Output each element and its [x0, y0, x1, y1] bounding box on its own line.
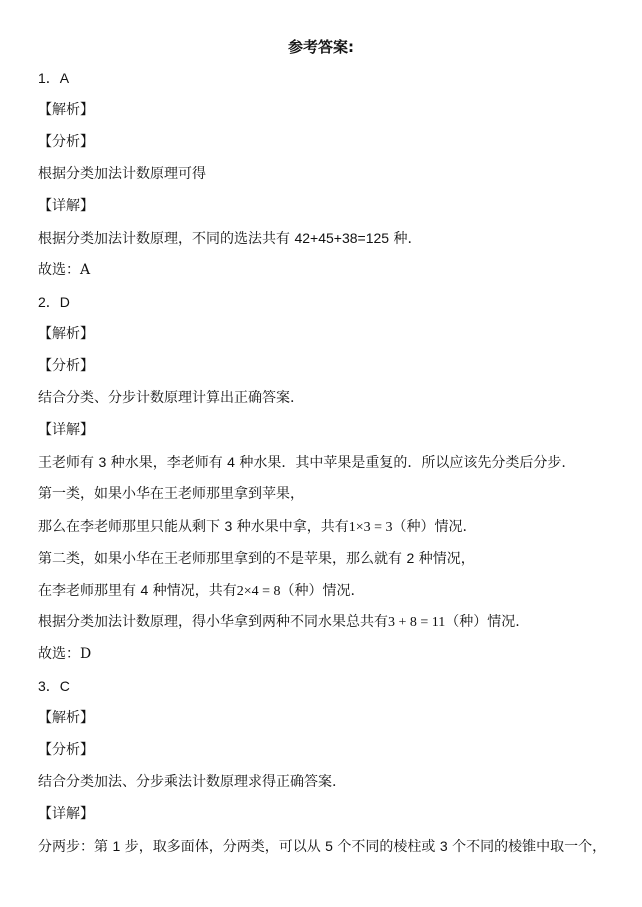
q3-l1-number-3: 3 [439, 838, 448, 854]
q2-l1-number-1: 3 [98, 454, 107, 470]
q2-l5-text-c: （种）情况. [280, 583, 355, 599]
q2-l3-number: 3 [224, 518, 233, 534]
q3-fenxi-heading: 【分析】 [38, 742, 94, 758]
q1-detail-post: 种. [389, 231, 412, 247]
q2-l6-text-b: （种）情况. [445, 614, 520, 630]
q2-l4-number: 2 [406, 550, 415, 566]
q1-detail-pre: 根据分类加法计数原理，不同的选法共有 [38, 231, 295, 247]
q2-number: 2．D [38, 294, 70, 310]
q3-number: 3．C [38, 678, 70, 694]
q2-l5-text-b: 种情况，共有 [148, 583, 237, 599]
q3-l1-number-2: 5 [325, 838, 333, 854]
q2-detail-line-1 [38, 453, 566, 472]
q2-answer: 故选：D [38, 646, 92, 662]
q2-l1-text-a: 王老师有 [38, 455, 99, 471]
q3-l1-number-1: 1 [112, 838, 121, 854]
q2-l1-text-c: 种水果．其中苹果是重复的．所以应该先分类后分步. [234, 455, 566, 471]
q2-l1-number-2: 4 [227, 454, 235, 470]
page-title: 参考答案: [288, 38, 354, 56]
q1-jiexi-heading: 【解析】 [38, 102, 94, 118]
q2-l3-text-c: （种）情况. [392, 519, 467, 535]
q2-l3-text-b: 种水果中拿，共有 [232, 519, 349, 535]
q2-l4-text-a: 第二类，如果小华在王老师那里拿到的不是苹果，那么就有 [38, 551, 407, 567]
q2-l5-expression: 2×4 = 8 [236, 584, 281, 599]
q1-number: 1．A [38, 70, 70, 86]
q2-detail-line-3 [38, 517, 467, 537]
q2-fenxi-heading: 【分析】 [38, 358, 94, 374]
q2-l4-text-b: 种情况， [414, 551, 475, 567]
q2-l5-number: 4 [140, 582, 149, 598]
q1-answer: 故选：A [38, 262, 91, 278]
q2-l3-expression: 1×3 = 3 [348, 520, 393, 535]
q3-xiangjie-heading: 【详解】 [38, 806, 94, 822]
q2-l6-expression: 3 + 8 = 11 [388, 615, 446, 630]
q3-jiexi-heading: 【解析】 [38, 710, 94, 726]
q2-analysis-text: 结合分类、分步计数原理计算出正确答案. [38, 390, 295, 406]
q3-l1-text-d: 个不同的棱锥中取一个， [447, 839, 607, 855]
q3-l1-text-c: 个不同的棱柱或 [332, 839, 440, 855]
q2-detail-line-2: 第一类，如果小华在王老师那里拿到苹果， [38, 486, 304, 502]
q2-detail-line-4 [38, 549, 475, 568]
q2-l5-text-a: 在李老师那里有 [38, 583, 141, 599]
q1-fenxi-heading: 【分析】 [38, 134, 94, 150]
q2-detail-line-6 [38, 613, 520, 632]
q2-l3-text-a: 那么在李老师那里只能从剩下 [38, 519, 225, 535]
q2-jiexi-heading: 【解析】 [38, 326, 94, 342]
q2-l1-text-b: 种水果，李老师有 [106, 455, 228, 471]
q3-l1-text-a: 分两步：第 [38, 839, 113, 855]
q1-detail-text [38, 229, 412, 248]
q3-analysis-text: 结合分类加法、分步乘法计数原理求得正确答案. [38, 774, 337, 790]
q1-analysis-text: 根据分类加法计数原理可得 [38, 166, 206, 182]
q3-detail-line-1 [38, 837, 606, 856]
q3-l1-text-b: 步，取多面体，分两类，可以从 [120, 839, 326, 855]
q2-detail-line-5 [38, 581, 355, 601]
q2-l6-text-a: 根据分类加法计数原理，得小华拿到两种不同水果总共有 [38, 614, 388, 630]
q1-xiangjie-heading: 【详解】 [38, 198, 94, 214]
q2-xiangjie-heading: 【详解】 [38, 422, 94, 438]
q1-detail-expression: 42+45+38=125 [294, 230, 390, 246]
